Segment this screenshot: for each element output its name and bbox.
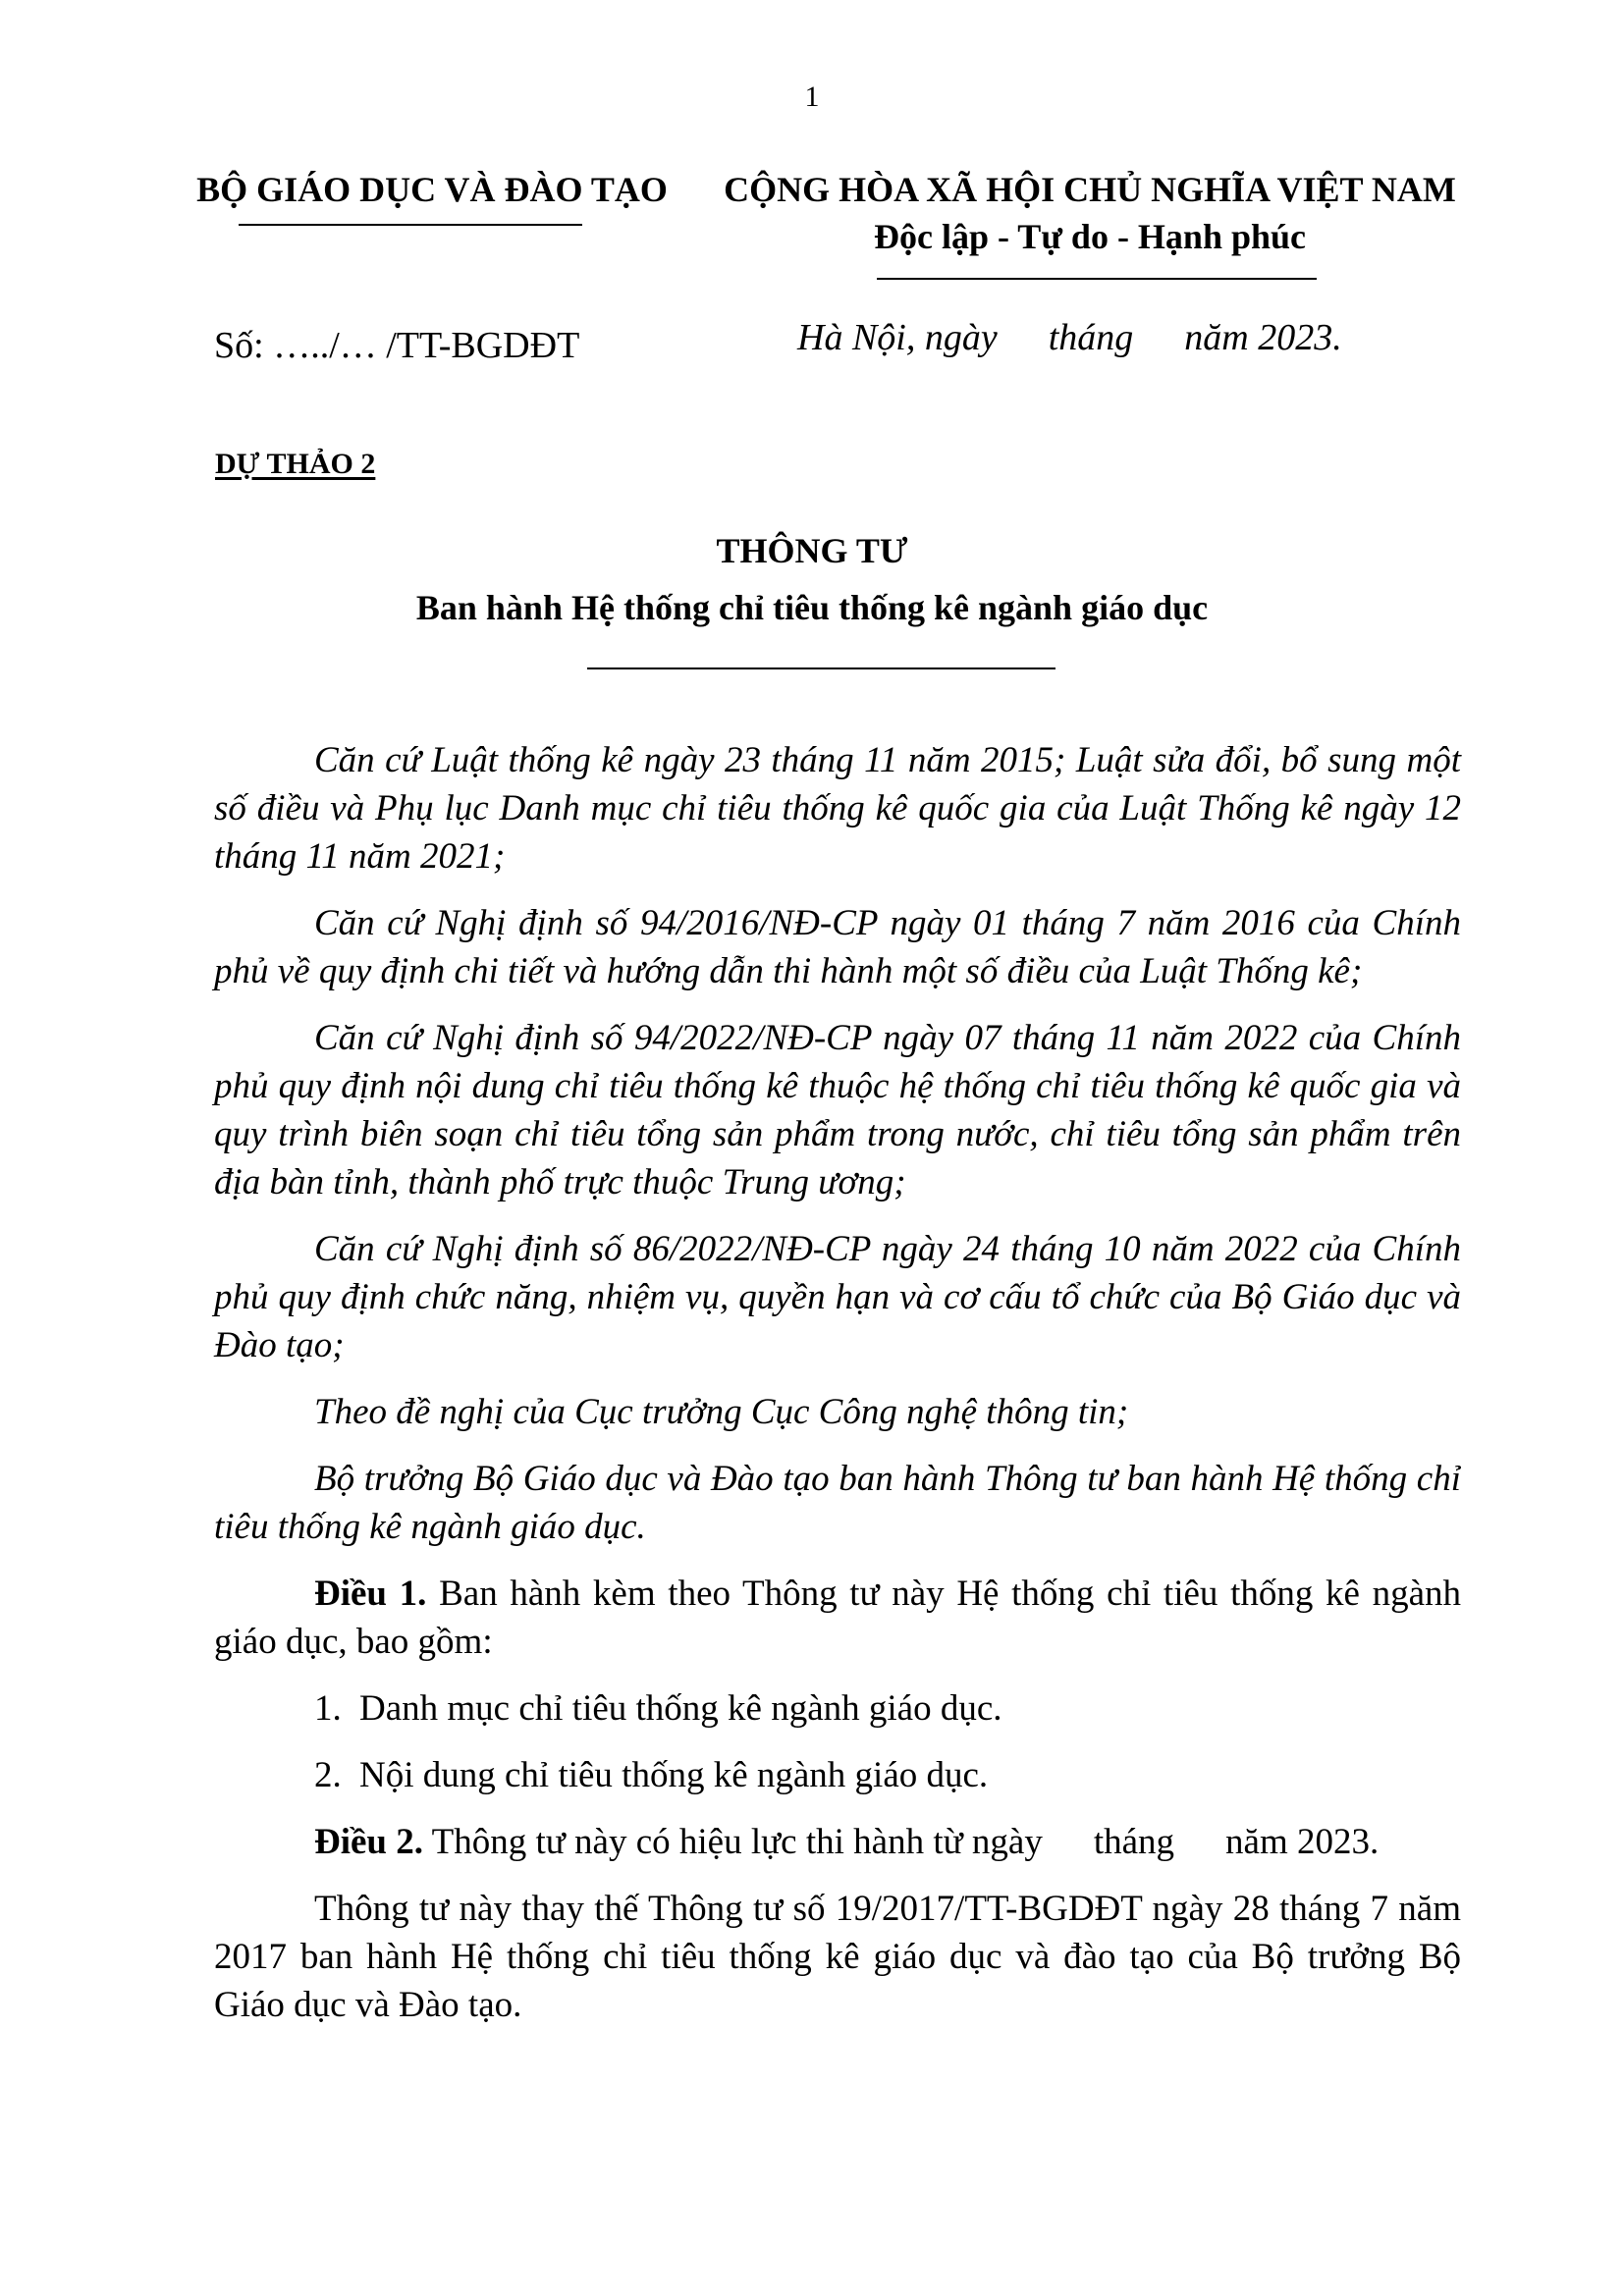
list-item-number: 2. xyxy=(314,1755,342,1795)
motto-underline xyxy=(877,278,1317,280)
preamble-paragraph: Căn cứ Nghị định số 94/2022/NĐ-CP ngày 07 tháng 11 năm 2022 của Chính phủ quy định nội dung chỉ tiêu thống kê thuộc hệ thống chỉ tiêu thống kê quốc gia và quy trình biên soạn chỉ tiêu tổng sản phẩm trong nước, chỉ tiêu tổng sản phẩm trên địa bàn tỉnh, thành phố trực thuộc Trung ương; xyxy=(214,1018,1461,1202)
list-item xyxy=(214,1684,1461,1733)
date-month: tháng xyxy=(1048,317,1134,358)
national-header xyxy=(687,169,1492,257)
article-2 xyxy=(214,1818,1461,1866)
list-item xyxy=(214,1751,1461,1799)
article-1-label: Điều 1. xyxy=(314,1574,427,1614)
document-subject: Ban hành Hệ thống chỉ tiêu thống kê ngành giáo dục xyxy=(415,588,1209,627)
article-2-label: Điều 2. xyxy=(314,1822,423,1862)
agency-underline xyxy=(239,224,582,226)
article-2-text-year: năm 2023. xyxy=(1225,1822,1380,1862)
issuing-agency: BỘ GIÁO DỤC VÀ ĐÀO TẠO xyxy=(196,170,668,209)
preamble-paragraph: Theo đề nghị của Cục trưởng Cục Công nghệ thông tin; xyxy=(314,1392,1129,1432)
list-item-text: Nội dung chỉ tiêu thống kê ngành giáo dục. xyxy=(359,1755,989,1795)
article-1-text: Ban hành kèm theo Thông tư này Hệ thống chỉ tiêu thống kê ngành giáo dục, bao gồm: xyxy=(214,1574,1462,1662)
preamble-paragraph: Căn cứ Nghị định số 86/2022/NĐ-CP ngày 24 tháng 10 năm 2022 của Chính phủ quy định chức năng, nhiệm vụ, quyền hạn và cơ cấu tổ chức của Bộ Giáo dục và Đào tạo; xyxy=(214,1229,1461,1365)
preamble-paragraph: Căn cứ Luật thống kê ngày 23 tháng 11 năm 2015; Luật sửa đổi, bổ sung một số điều và Phụ lục Danh mục chỉ tiêu thống kê quốc gia của Luật Thống kê ngày 12 tháng 11 năm 2021; xyxy=(214,740,1461,877)
title-underline xyxy=(587,667,1056,669)
article-1 xyxy=(214,1570,1461,1666)
date-place-day: Hà Nội, ngày xyxy=(797,317,998,358)
document-type-title: THÔNG TƯ xyxy=(716,531,908,570)
issue-date xyxy=(797,316,1342,359)
article-2-paragraph: Thông tư này thay thế Thông tư số 19/2017/TT-BGDĐT ngày 28 tháng 7 năm 2017 ban hành Hệ thống chỉ tiêu thống kê giáo dục và đào tạo của Bộ trưởng Bộ Giáo dục và Đào tạo. xyxy=(214,1889,1461,2025)
article-2-text-month: tháng xyxy=(1093,1822,1175,1862)
list-item-number: 1. xyxy=(314,1688,342,1729)
preamble-paragraph: Bộ trưởng Bộ Giáo dục và Đào tạo ban hành Thông tư ban hành Hệ thống chỉ tiêu thống kê ngành giáo dục. xyxy=(214,1459,1461,1547)
preamble-paragraph: Căn cứ Nghị định số 94/2016/NĐ-CP ngày 01 tháng 7 năm 2016 của Chính phủ về quy định chi tiết và hướng dẫn thi hành một số điều của Luật Thống kê; xyxy=(214,903,1461,991)
draft-label: DỰ THẢO 2 xyxy=(215,448,376,480)
document-number: Số: …../… /TT-BGDĐT xyxy=(214,325,580,366)
document-body xyxy=(214,736,1461,2048)
article-2-text-day: Thông tư này có hiệu lực thi hành từ ngày xyxy=(431,1822,1043,1862)
national-motto: Độc lập - Tự do - Hạnh phúc xyxy=(873,217,1307,256)
date-year: năm 2023. xyxy=(1184,317,1342,358)
page-number: 1 xyxy=(804,80,820,113)
country-name: CỘNG HÒA XÃ HỘI CHỦ NGHĨA VIỆT NAM xyxy=(724,170,1456,209)
list-item-text: Danh mục chỉ tiêu thống kê ngành giáo dục. xyxy=(359,1688,1002,1729)
